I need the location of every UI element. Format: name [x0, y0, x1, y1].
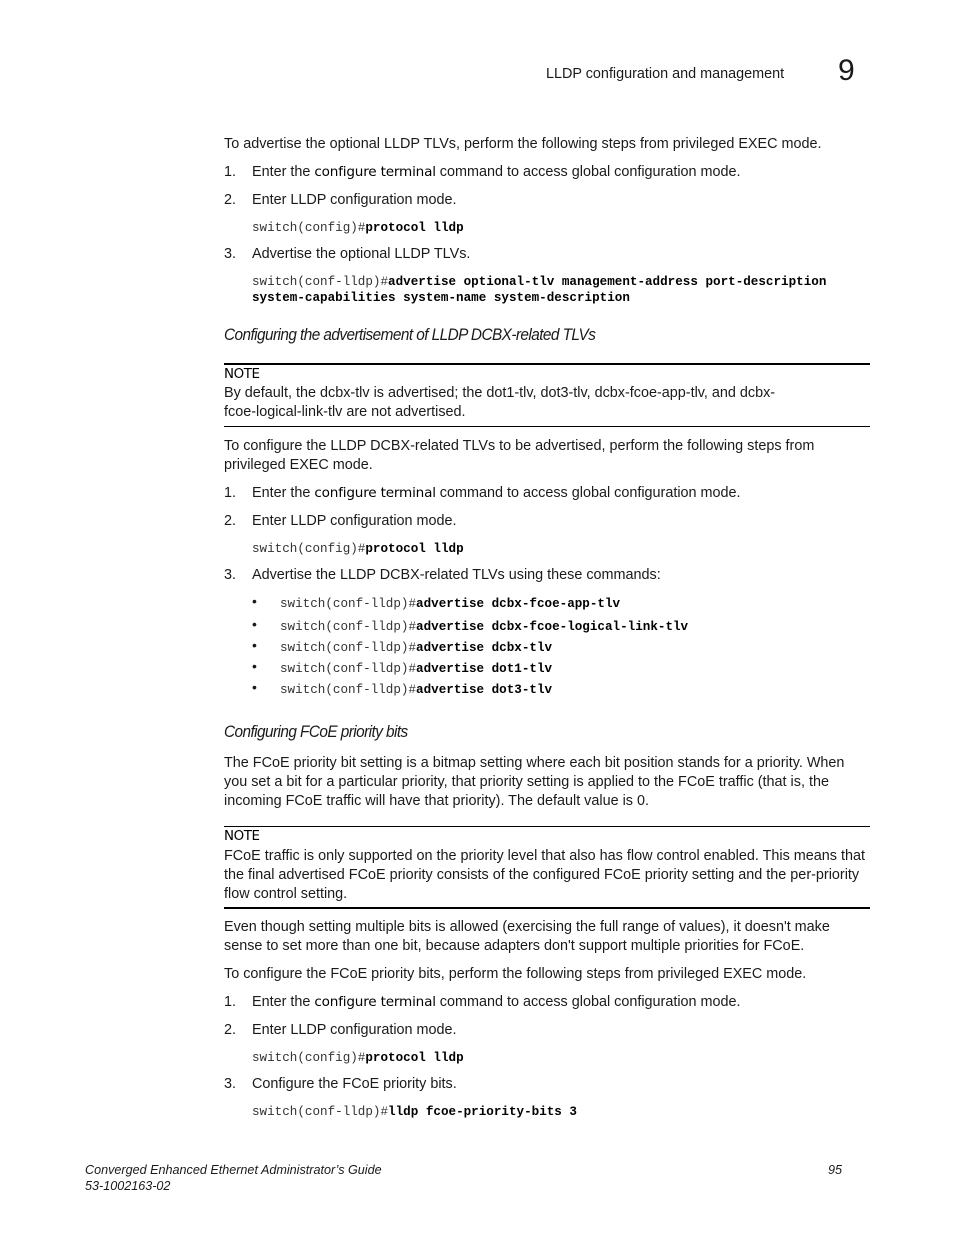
code-prompt: switch(conf-lldp)# — [280, 597, 417, 611]
step-text: command to access global configuration mode. — [435, 164, 741, 180]
step-2 — [224, 512, 457, 531]
code-command: protocol lldp — [365, 542, 464, 556]
step-2 — [224, 191, 457, 210]
step-text: Enter the — [252, 164, 315, 180]
chapter-number: 9 — [838, 54, 855, 87]
step-number: 3. — [224, 246, 237, 262]
footer-page-number: 95 — [828, 1163, 843, 1177]
step-number: 3. — [224, 567, 237, 583]
note-bottom-rule — [224, 426, 870, 427]
code-command: lldp fcoe-priority-bits 3 — [388, 1105, 577, 1119]
bullet-icon: • — [252, 658, 257, 674]
note-text: By default, the dcbx-tlv is advertised; the dot1-tlv, dot3-tlv, dcbx-fcoe-app-tlv, and dcbx-fcoe-logical-link-tlv are not advertised. — [224, 385, 776, 420]
code-command: advertise dcbx-tlv — [416, 641, 553, 655]
code-prompt: switch(config)# — [252, 221, 366, 235]
code-prompt: switch(conf-lldp)# — [252, 275, 389, 289]
code-prompt: switch(conf-lldp)# — [280, 662, 417, 676]
step-3 — [224, 245, 470, 264]
code-command: advertise dot3-tlv — [416, 683, 553, 697]
note-label: NOTE — [224, 367, 260, 382]
step-text: Configure the FCoE priority bits. — [252, 1076, 457, 1092]
step-number: 1. — [224, 994, 237, 1010]
step-text: Enter the — [252, 485, 315, 501]
running-header: LLDP configuration and management — [546, 66, 785, 82]
code-prompt: switch(conf-lldp)# — [280, 683, 417, 697]
step-1 — [224, 163, 741, 182]
code-prompt: switch(config)# — [252, 1051, 366, 1065]
step-text: Enter the — [252, 994, 315, 1010]
section-paragraph: To configure the FCoE priority bits, perform the following steps from privileged EXEC mode. — [224, 966, 807, 982]
code-command: advertise dcbx-fcoe-app-tlv — [416, 597, 621, 611]
code-line — [252, 1050, 464, 1066]
section-paragraph: Even though setting multiple bits is allowed (exercising the full range of values), it doesn't make sense to set more than one bit, because adapters don't support multiple priorities for FCoE. — [224, 919, 830, 954]
step-text: Enter LLDP configuration mode. — [252, 1022, 457, 1038]
code-prompt: switch(conf-lldp)# — [252, 1105, 389, 1119]
step-text: command to access global configuration mode. — [435, 994, 741, 1010]
step-number: 2. — [224, 192, 237, 208]
bullet-icon: • — [252, 679, 257, 695]
step-number: 2. — [224, 1022, 237, 1038]
code-prompt: switch(conf-lldp)# — [280, 620, 417, 634]
note-top-rule — [224, 826, 870, 827]
step-number: 3. — [224, 1076, 237, 1092]
section-paragraph: The FCoE priority bit setting is a bitmap setting where each bit position stands for a priority. When you set a bit for a particular priority, that priority setting is applied to the FCoE traffic (that is, the incoming FCoE traffic will have that priority). The default value is 0. — [224, 755, 845, 809]
step-1 — [224, 993, 741, 1012]
code-line — [252, 220, 464, 236]
code-prompt: switch(config)# — [252, 542, 366, 556]
bullet-icon: • — [252, 616, 257, 632]
code-prompt: switch(conf-lldp)# — [280, 641, 417, 655]
command-name: configure terminal — [314, 164, 436, 180]
section-intro: To configure the LLDP DCBX-related TLVs to be advertised, perform the following steps from privileged EXEC mode. — [224, 438, 815, 473]
bullet-icon: • — [252, 637, 257, 653]
code-line-continued — [252, 290, 630, 306]
section-heading: Configuring the advertisement of LLDP DCBX-related TLVs — [224, 326, 596, 344]
step-number: 1. — [224, 164, 237, 180]
step-number: 1. — [224, 485, 237, 501]
note-label: NOTE — [224, 829, 260, 844]
note-text: FCoE traffic is only supported on the priority level that also has flow control enabled. This means that the final advertised FCoE priority consists of the configured FCoE priority setting and the per-priority flow control setting. — [224, 848, 865, 902]
code-line — [252, 541, 464, 557]
note-top-rule — [224, 363, 870, 365]
code-line — [252, 274, 826, 290]
bullet-icon: • — [252, 593, 257, 609]
code-line — [252, 1104, 577, 1120]
step-3 — [224, 1075, 457, 1094]
command-name: configure terminal — [314, 994, 436, 1010]
code-command: advertise dcbx-fcoe-logical-link-tlv — [416, 620, 689, 634]
footer-doc-number: 53-1002163-02 — [85, 1179, 171, 1193]
step-2 — [224, 1021, 457, 1040]
note-bottom-rule — [224, 907, 870, 909]
step-text: Advertise the LLDP DCBX-related TLVs using these commands: — [252, 567, 661, 583]
code-command: advertise dot1-tlv — [416, 662, 553, 676]
code-command: advertise optional-tlv management-address port-description — [388, 275, 827, 289]
code-command: protocol lldp — [365, 1051, 464, 1065]
step-text: Enter LLDP configuration mode. — [252, 513, 457, 529]
step-1 — [224, 484, 741, 503]
step-text: Enter LLDP configuration mode. — [252, 192, 457, 208]
section-heading: Configuring FCoE priority bits — [224, 723, 408, 741]
step-3 — [224, 566, 661, 585]
intro-paragraph: To advertise the optional LLDP TLVs, perform the following steps from privileged EXEC mode. — [224, 136, 822, 152]
step-text: command to access global configuration mode. — [435, 485, 741, 501]
step-number: 2. — [224, 513, 237, 529]
footer-book-title: Converged Enhanced Ethernet Administrator’s Guide — [85, 1163, 382, 1177]
step-text: Advertise the optional LLDP TLVs. — [252, 246, 471, 262]
command-name: configure terminal — [314, 485, 436, 501]
code-command: system-capabilities system-name system-description — [252, 291, 630, 305]
code-command: protocol lldp — [365, 221, 464, 235]
